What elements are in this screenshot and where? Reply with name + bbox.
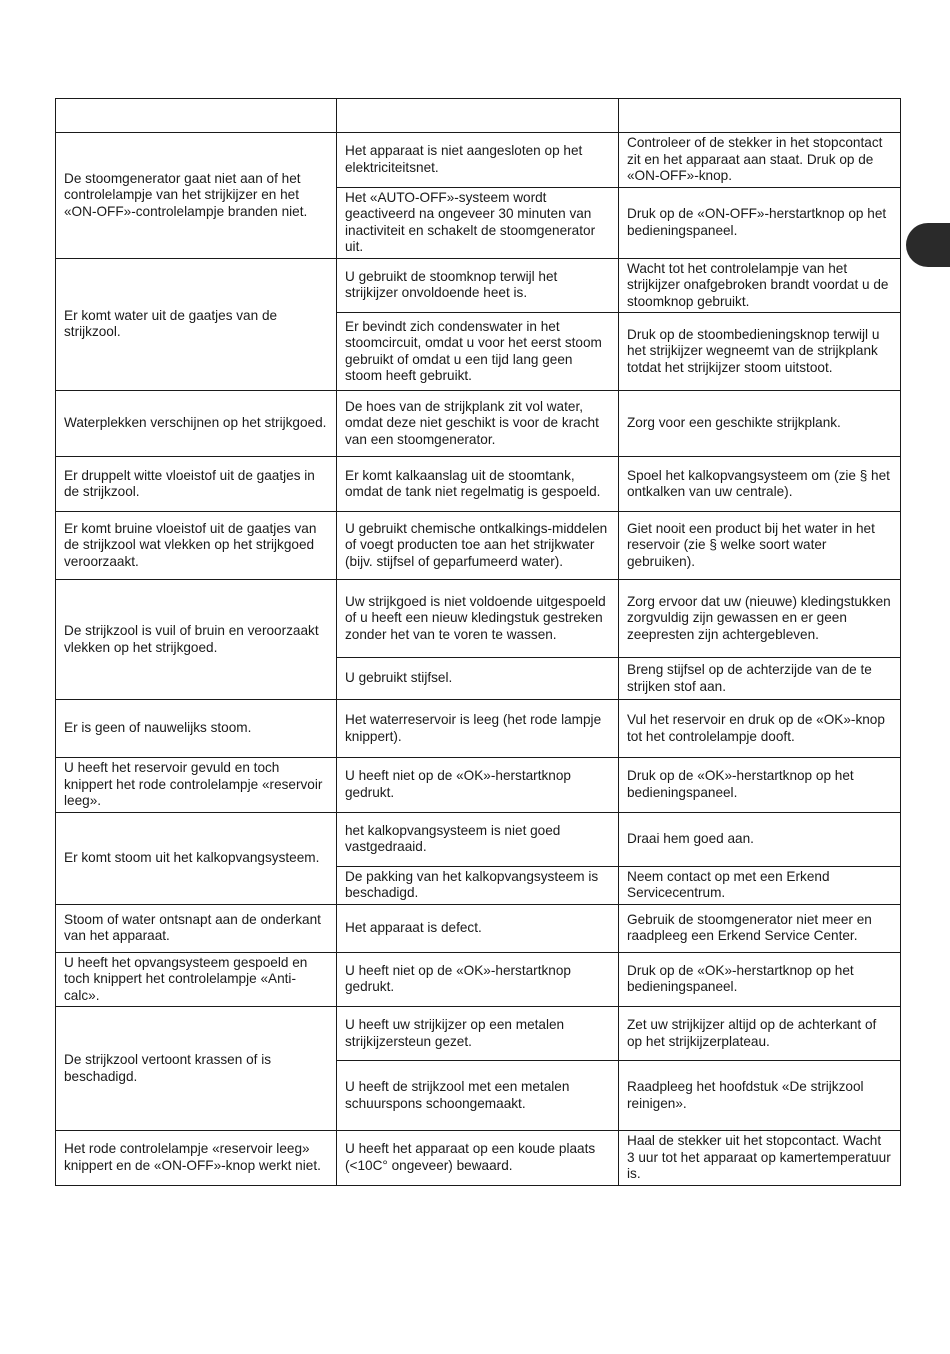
problem-cell: Er druppelt witte vloeistof uit de gaatjes in de strijkzool. [56, 457, 337, 512]
table-row [56, 580, 901, 658]
header-cell-solution [619, 99, 901, 133]
solution-cell: Breng stijfsel op de achterzijde van de te strijken stof aan. [619, 658, 901, 700]
problem-cell: Er is geen of nauwelijks stoom. [56, 700, 337, 758]
problem-cell: Stoom of water ontsnapt aan de onderkant van het apparaat. [56, 904, 337, 952]
solution-cell: Gebruik de stoomgenerator niet meer en raadpleeg een Erkend Service Center. [619, 904, 901, 952]
problem-cell: Er komt water uit de gaatjes van de strijkzool. [56, 258, 337, 391]
cause-cell: het kalkopvangsysteem is niet goed vastgedraaid. [337, 812, 619, 866]
problem-cell: U heeft het reservoir gevuld en toch knippert het rode controlelampje «reservoir leeg». [56, 758, 337, 813]
problem-cell: Er komt bruine vloeistof uit de gaatjes van de strijkzool wat vlekken op het strijkgoed veroorzaakt. [56, 512, 337, 580]
cause-cell: U gebruikt de stoomknop terwijl het strijkijzer onvoldoende heet is. [337, 258, 619, 313]
solution-cell: Druk op de stoombedieningsknop terwijl u het strijkijzer wegneemt van de strijkplank totdat het strijkijzer stoom uitstoot. [619, 313, 901, 391]
cause-cell: U gebruikt stijfsel. [337, 658, 619, 700]
cause-cell: U heeft het apparaat op een koude plaats (<10C° ongeveer) bewaard. [337, 1131, 619, 1186]
solution-cell: Spoel het kalkopvangsysteem om (zie § het ontkalken van uw centrale). [619, 457, 901, 512]
solution-cell: Zet uw strijkijzer altijd op de achterkant of op het strijkijzerplateau. [619, 1007, 901, 1061]
cause-cell: U gebruikt chemische ontkalkings-middelen of voegt producten toe aan het strijkwater (bijv. stijfsel of geparfumeerd water). [337, 512, 619, 580]
section-tab-marker [906, 223, 950, 267]
cause-cell: U heeft uw strijkijzer op een metalen strijkijzersteun gezet. [337, 1007, 619, 1061]
table-row [56, 904, 901, 952]
solution-cell: Zorg ervoor dat uw (nieuwe) kledingstukken zorgvuldig zijn gewassen en er geen zeepresten zijn achtergebleven. [619, 580, 901, 658]
problem-cell: Er komt stoom uit het kalkopvangsysteem. [56, 812, 337, 904]
header-cell-problem [56, 99, 337, 133]
cause-cell: Het «AUTO-OFF»-systeem wordt geactiveerd na ongeveer 30 minuten van inactiviteit en schakelt de stoomgenerator uit. [337, 187, 619, 258]
table-row [56, 457, 901, 512]
problem-cell: De strijkzool vertoont krassen of is beschadigd. [56, 1007, 337, 1131]
cause-cell: U heeft de strijkzool met een metalen schuurspons schoongemaakt. [337, 1061, 619, 1131]
cause-cell: Het apparaat is defect. [337, 904, 619, 952]
solution-cell: Druk op de «OK»-herstartknop op het bedieningspaneel. [619, 758, 901, 813]
problem-cell: Waterplekken verschijnen op het strijkgoed. [56, 391, 337, 457]
table-row [56, 700, 901, 758]
table-row [56, 1131, 901, 1186]
solution-cell: Giet nooit een product bij het water in het reservoir (zie § welke soort water gebruiken). [619, 512, 901, 580]
cause-cell: U heeft niet op de «OK»-herstartknop gedrukt. [337, 952, 619, 1007]
table-row [56, 391, 901, 457]
solution-cell: Draai hem goed aan. [619, 812, 901, 866]
table-row [56, 133, 901, 188]
problem-cell: De strijkzool is vuil of bruin en veroorzaakt vlekken op het strijkgoed. [56, 580, 337, 700]
solution-cell: Wacht tot het controlelampje van het strijkijzer onafgebroken brandt voordat u de stoomknop gebruikt. [619, 258, 901, 313]
table-row [56, 512, 901, 580]
solution-cell: Druk op de «OK»-herstartknop op het bedieningspaneel. [619, 952, 901, 1007]
table-header-row [56, 99, 901, 133]
header-cell-cause [337, 99, 619, 133]
solution-cell: Vul het reservoir en druk op de «OK»-knop tot het controlelampje dooft. [619, 700, 901, 758]
table-row [56, 258, 901, 313]
table-row [56, 1007, 901, 1061]
cause-cell: Er komt kalkaanslag uit de stoomtank, omdat de tank niet regelmatig is gespoeld. [337, 457, 619, 512]
solution-cell: Druk op de «ON-OFF»-herstartknop op het bedieningspaneel. [619, 187, 901, 258]
cause-cell: Er bevindt zich condenswater in het stoomcircuit, omdat u voor het eerst stoom gebruikt of omdat u een tijd lang geen stoom heeft gebruikt. [337, 313, 619, 391]
problem-cell: U heeft het opvangsysteem gespoeld en toch knippert het controlelampje «Anti-calc». [56, 952, 337, 1007]
cause-cell: De hoes van de strijkplank zit vol water, omdat deze niet geschikt is voor de kracht van een stoomgenerator. [337, 391, 619, 457]
cause-cell: Het waterreservoir is leeg (het rode lampje knippert). [337, 700, 619, 758]
table-row [56, 812, 901, 866]
solution-cell: Zorg voor een geschikte strijkplank. [619, 391, 901, 457]
troubleshooting-table-body [56, 99, 901, 1186]
troubleshooting-table [55, 98, 901, 1186]
solution-cell: Neem contact op met een Erkend Servicecentrum. [619, 866, 901, 904]
solution-cell: Controleer of de stekker in het stopcontact zit en het apparaat aan staat. Druk op de «ON-OFF»-knop. [619, 133, 901, 188]
table-row [56, 758, 901, 813]
solution-cell: Raadpleeg het hoofdstuk «De strijkzool reinigen». [619, 1061, 901, 1131]
cause-cell: De pakking van het kalkopvangsysteem is beschadigd. [337, 866, 619, 904]
problem-cell: Het rode controlelampje «reservoir leeg» knippert en de «ON-OFF»-knop werkt niet. [56, 1131, 337, 1186]
cause-cell: Uw strijkgoed is niet voldoende uitgespoeld of u heeft een nieuw kledingstuk gestreken zonder het van te voren te wassen. [337, 580, 619, 658]
solution-cell: Haal de stekker uit het stopcontact. Wacht 3 uur tot het apparaat op kamertemperatuur is. [619, 1131, 901, 1186]
problem-cell: De stoomgenerator gaat niet aan of het controlelampje van het strijkijzer en het «ON-OFF»-controlelampje branden niet. [56, 133, 337, 259]
cause-cell: Het apparaat is niet aangesloten op het elektriciteitsnet. [337, 133, 619, 188]
table-row [56, 952, 901, 1007]
cause-cell: U heeft niet op de «OK»-herstartknop gedrukt. [337, 758, 619, 813]
